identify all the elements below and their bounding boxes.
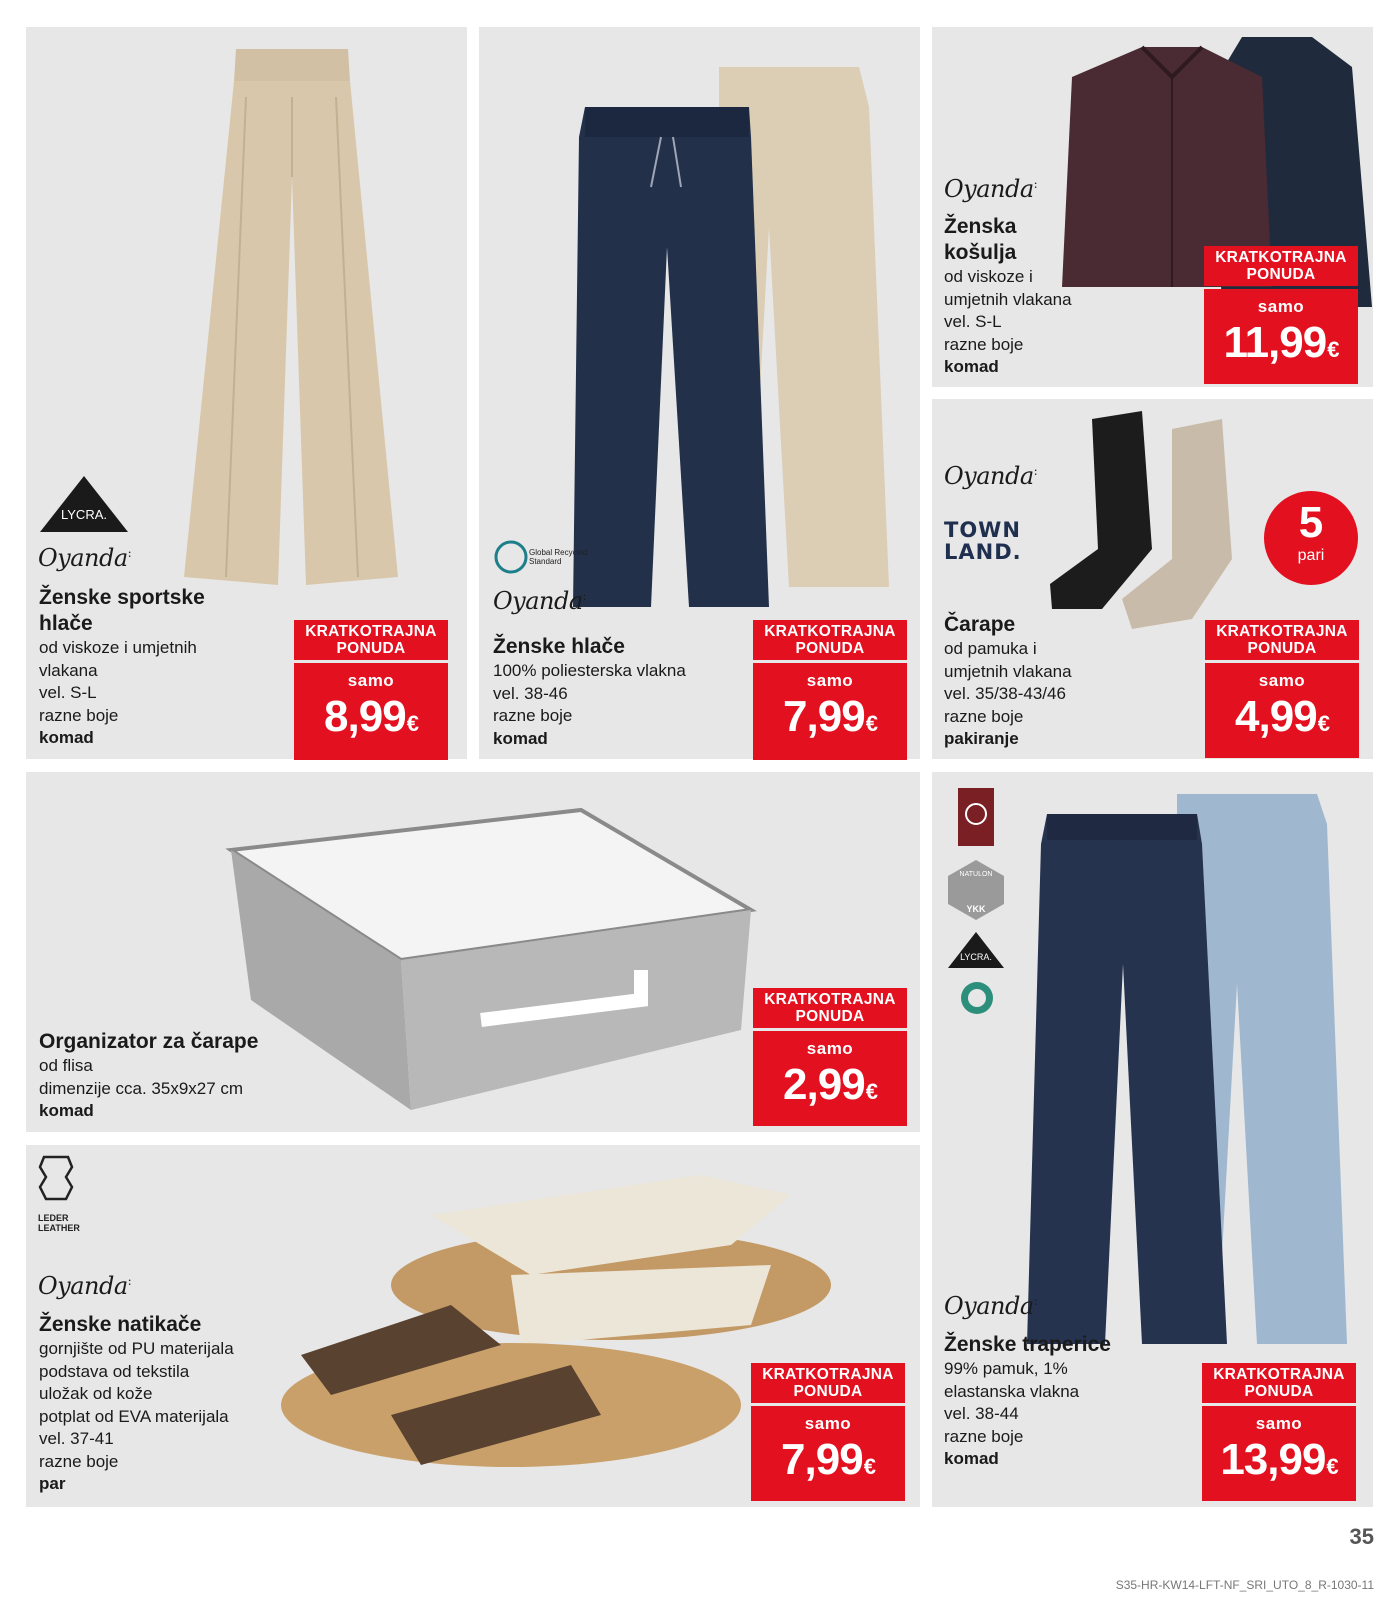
- jeans-image: [1027, 784, 1347, 1344]
- product-detail: razne boje: [944, 1426, 1024, 1446]
- product-detail: podstava od tekstila: [39, 1361, 190, 1381]
- product-detail: od viskoze i umjetnih: [39, 638, 197, 657]
- product-detail: vel. 35/38-43/46: [944, 684, 1066, 703]
- product-description: [39, 1312, 299, 1496]
- currency: €: [1326, 1454, 1338, 1479]
- product-title: Ženske hlače: [493, 635, 625, 658]
- product-card-jeans[interactable]: [932, 772, 1373, 1507]
- product-detail: vel. 37-41: [39, 1429, 114, 1448]
- product-description: [944, 214, 1144, 379]
- product-detail: vel. 38-46: [493, 683, 568, 703]
- product-unit: komad: [944, 1449, 999, 1468]
- product-card-pants[interactable]: [479, 27, 920, 759]
- price-offer: [751, 1363, 905, 1501]
- price-offer: [1202, 1363, 1356, 1501]
- offer-label: KRATKOTRAJNA: [305, 623, 437, 640]
- product-detail: 99% pamuk, 1%: [944, 1359, 1068, 1378]
- svg-text:LYCRA.: LYCRA.: [960, 952, 992, 962]
- product-detail: razne boje: [493, 706, 573, 725]
- leather-label: LEDER LEATHER: [38, 1213, 80, 1233]
- product-unit: komad: [39, 1101, 94, 1120]
- svg-text:YKK: YKK: [966, 904, 986, 914]
- product-description: [944, 612, 1144, 751]
- currency: €: [406, 711, 418, 736]
- recycled-label-icon: [954, 980, 1000, 1028]
- product-title: Organizator za čarape: [39, 1030, 259, 1053]
- product-description: [944, 1332, 1154, 1471]
- product-title: Ženske natikače: [39, 1313, 202, 1336]
- price-value: 7,99€: [781, 1435, 875, 1484]
- product-detail: potplat od EVA materijala: [39, 1406, 229, 1426]
- price-offer: [1204, 246, 1358, 384]
- price-value: 13,99€: [1220, 1435, 1338, 1484]
- lycra-logo: [946, 930, 1006, 970]
- offer-label: KRATKOTRAJNA: [764, 623, 896, 640]
- offer-label: PONUDA: [795, 1007, 865, 1025]
- product-card-shirt[interactable]: [932, 27, 1373, 387]
- product-detail: razne boje: [944, 334, 1024, 354]
- offer-samo: samo: [1258, 671, 1306, 690]
- global-recycled-standard-logo: [493, 537, 588, 577]
- offer-label: PONUDA: [795, 639, 865, 657]
- offer-label: KRATKOTRAJNA: [762, 1366, 894, 1383]
- svg-text:Global Recycled: Global Recycled: [529, 548, 588, 557]
- product-detail: dimenzije cca. 35x9x27 cm: [39, 1078, 244, 1098]
- offer-label: KRATKOTRAJNA: [764, 991, 896, 1008]
- offer-label: KRATKOTRAJNA: [1215, 249, 1347, 266]
- product-title: Ženska: [944, 215, 1017, 238]
- product-card-sandals[interactable]: [26, 1145, 920, 1507]
- price-offer: [753, 620, 907, 760]
- product-title: Ženske sportske: [39, 586, 205, 609]
- svg-text:LYCRA.: LYCRA.: [61, 507, 107, 522]
- currency: €: [1317, 711, 1329, 736]
- price-offer: [294, 620, 448, 760]
- brand-logo: Oyanda:: [944, 1292, 1038, 1320]
- product-unit: komad: [944, 357, 999, 376]
- brand-name: Oyanda: [38, 1272, 128, 1300]
- product-title: košulja: [944, 241, 1017, 264]
- offer-label: PONUDA: [1244, 1382, 1314, 1400]
- brand-logo: Oyanda:: [944, 175, 1038, 203]
- natulon-ykk-logo: [946, 858, 1006, 922]
- offer-samo: samo: [804, 1414, 852, 1433]
- product-detail: od viskoze i: [944, 267, 1033, 286]
- product-detail: uložak od kože: [39, 1384, 153, 1403]
- currency: €: [863, 1454, 875, 1479]
- svg-text:NATULON: NATULON: [959, 871, 993, 878]
- townland-logo: [944, 519, 1022, 563]
- sub-brand: LAND.: [944, 540, 1022, 564]
- product-detail: od pamuka i: [944, 639, 1037, 658]
- product-unit: komad: [493, 728, 548, 748]
- sub-brand: TOWN: [944, 518, 1021, 542]
- offer-samo: samo: [347, 671, 395, 690]
- product-title: Čarape: [944, 613, 1016, 636]
- product-detail: razne boje: [39, 705, 119, 725]
- pack-badge: [1264, 491, 1358, 585]
- product-detail: umjetnih vlakana: [944, 661, 1072, 681]
- offer-label: PONUDA: [1246, 265, 1316, 283]
- price-value: 7,99€: [783, 692, 877, 741]
- offer-label: PONUDA: [793, 1382, 863, 1400]
- product-detail: 100% poliesterska vlakna: [493, 661, 686, 680]
- currency: €: [865, 1079, 877, 1104]
- product-detail: vel. S-L: [39, 683, 97, 702]
- socks-image: [1042, 399, 1262, 639]
- beige-pants-image: [166, 37, 416, 597]
- currency: €: [1327, 337, 1339, 362]
- leather-icon: [36, 1153, 76, 1207]
- offer-samo: samo: [1257, 297, 1305, 316]
- product-description: [493, 634, 733, 750]
- page-number: 35: [1349, 1524, 1374, 1549]
- brand-name: Oyanda: [493, 587, 583, 615]
- product-card-socks[interactable]: [932, 399, 1373, 759]
- product-card-sport-pants[interactable]: [26, 27, 467, 759]
- product-title: hlače: [39, 612, 93, 635]
- offer-samo: samo: [1255, 1414, 1303, 1433]
- offer-samo: samo: [806, 1039, 854, 1058]
- product-detail: umjetnih vlakana: [944, 289, 1072, 309]
- product-unit: par: [39, 1474, 66, 1493]
- product-detail: vel. S-L: [944, 312, 1002, 331]
- brand-name: Oyanda: [944, 1292, 1034, 1320]
- brand-logo: Oyanda:: [38, 1272, 132, 1300]
- brand-name: Oyanda: [944, 462, 1034, 490]
- offer-label: PONUDA: [1247, 639, 1317, 657]
- product-detail: razne boje: [39, 1451, 119, 1471]
- product-unit: komad: [39, 728, 94, 747]
- brand-name: Oyanda: [944, 175, 1034, 203]
- brand-logo: Oyanda:: [38, 544, 132, 572]
- offer-label: PONUDA: [336, 639, 406, 657]
- product-detail: elastanska vlakna: [944, 1381, 1080, 1401]
- price-value: 11,99€: [1223, 318, 1339, 367]
- product-detail: vel. 38-44: [944, 1404, 1019, 1423]
- currency: €: [865, 711, 877, 736]
- price-value: 8,99€: [324, 692, 418, 741]
- price-offer: [753, 988, 907, 1126]
- offer-samo: samo: [806, 671, 854, 690]
- product-detail: gornjište od PU materijala: [39, 1339, 234, 1358]
- product-detail: od flisa: [39, 1056, 93, 1075]
- offer-label: KRATKOTRAJNA: [1213, 1366, 1345, 1383]
- product-title: Ženske traperice: [944, 1333, 1111, 1356]
- footer-code: S35-HR-KW14-LFT-NF_SRI_UTO_8_R-1030-11: [1115, 1578, 1374, 1592]
- product-description: [39, 585, 279, 750]
- brand-logo: Oyanda:: [944, 462, 1038, 490]
- product-detail: vlakana: [39, 660, 98, 680]
- product-description: [39, 1029, 359, 1123]
- lycra-logo: [38, 474, 130, 534]
- pack-count: 5: [1298, 498, 1324, 547]
- price-value: 4,99€: [1235, 692, 1329, 741]
- price-offer: [1205, 620, 1359, 758]
- offer-label: KRATKOTRAJNA: [1216, 623, 1348, 640]
- product-unit: pakiranje: [944, 729, 1019, 748]
- product-card-organizer[interactable]: [26, 772, 920, 1132]
- product-detail: razne boje: [944, 706, 1024, 726]
- pack-label: pari: [1297, 547, 1325, 564]
- pants-image: [569, 47, 889, 607]
- price-value: 2,99€: [783, 1060, 877, 1109]
- svg-text:Standard: Standard: [529, 557, 562, 566]
- cotton-made-in-africa-logo: [958, 788, 994, 846]
- brand-logo: Oyanda:: [493, 587, 587, 615]
- brand-name: Oyanda: [38, 544, 128, 572]
